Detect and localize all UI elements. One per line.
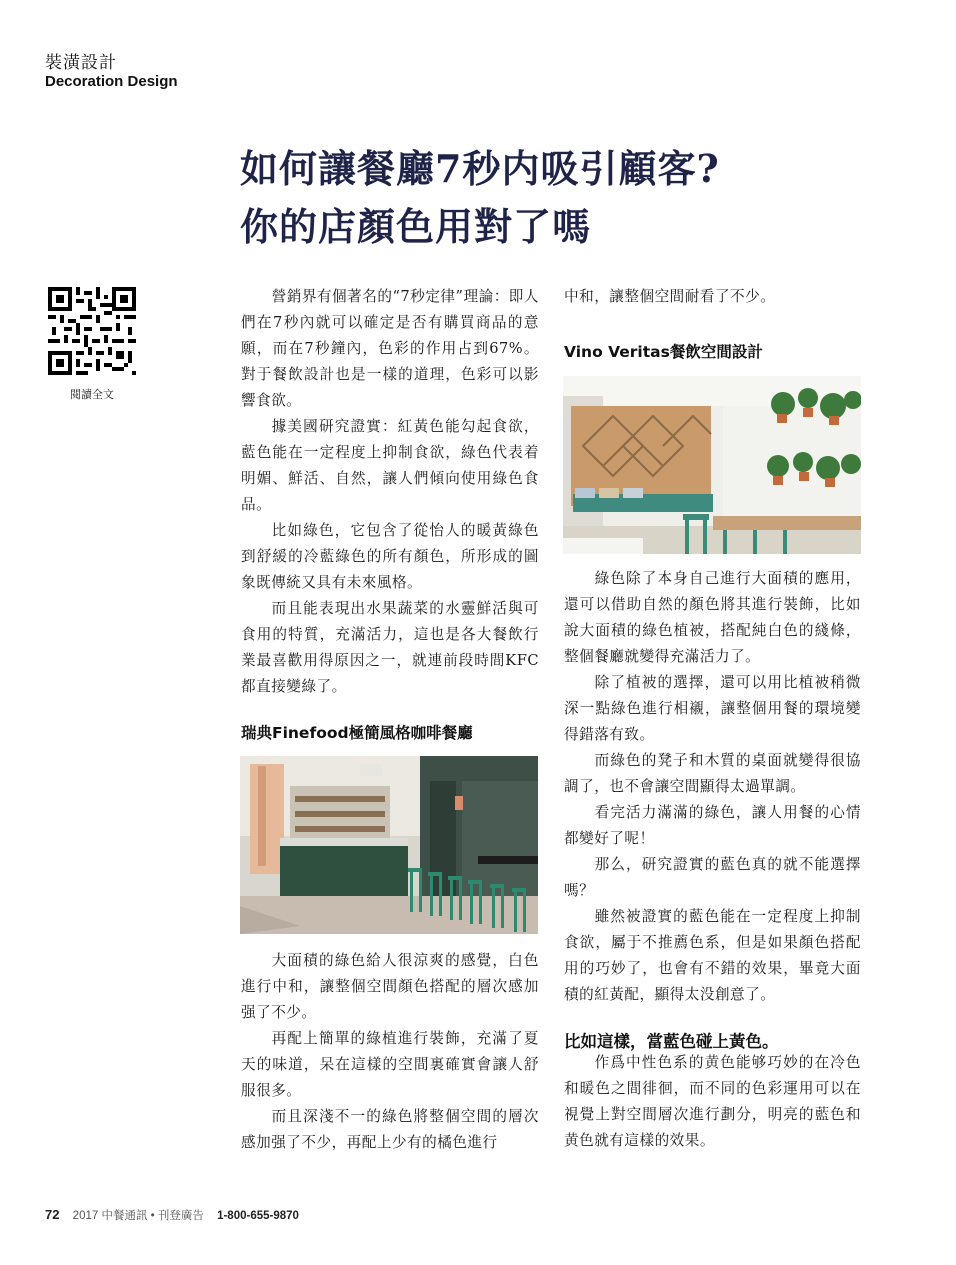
paragraph: 比如綠色，它包含了從怡人的暖黃綠色到舒緩的冷藍綠色的所有顏色，所形成的圖象既傳統又具有未來風格。 (241, 522, 539, 591)
paragraph: 而綠色的凳子和木質的桌面就變得很協調了，也不會讓空間顯得太過單調。 (564, 752, 861, 795)
paragraph: 據美國研究證實：紅黃色能勾起食欲，藍色能在一定程度上抑制食欲，綠色代表着明媚、鮮活、自然，讓人們傾向使用綠色食品。 (241, 418, 539, 513)
paragraph: 看完活力滿滿的綠色，讓人用餐的心情都變好了呢！ (564, 804, 861, 847)
paragraph: 綠色除了本身自己進行大面積的應用，還可以借助自然的顏色將其進行裝飾，比如說大面積的綠色植被，搭配純白色的綫條，整個餐廳就變得充滿活力了。 (564, 570, 861, 665)
column-1-after-photo (241, 948, 539, 1156)
title-line-1: 如何讓餐廳7秒内吸引顧客? (240, 146, 720, 191)
paragraph: 那么，研究證實的藍色真的就不能選擇嗎？ (564, 856, 861, 899)
paragraph: 營銷界有個著名的“7秒定律”理論：即人們在7秒內就可以確定是否有購買商品的意願，而在7秒鐘內，色彩的作用占到67%。對于餐飲設計也是一樣的道理，色彩可以影響食欲。 (241, 288, 539, 409)
paragraph: 中和，讓整個空間耐看了不少。 (564, 288, 776, 305)
photo-vino-veritas (563, 376, 861, 554)
paragraph: 再配上簡單的綠植進行裝飾，充滿了夏天的味道，呆在這樣的空間裏確實會讓人舒服很多。 (241, 1030, 539, 1099)
page-number: 72 (45, 1207, 60, 1222)
paragraph: 而且能表現出水果蔬菜的水靈鮮活與可食用的特質，充滿活力，這也是各大餐飲行業最喜歡用得原因之一，就連前段時間KFC都直接變綠了。 (241, 600, 539, 695)
article-title (240, 140, 880, 256)
title-line-2: 你的店顏色用對了嗎 (240, 204, 592, 249)
paragraph: 除了植被的選擇，還可以用比植被稍微深一點綠色進行相襯，讓整個用餐的環境變得錯落有致。 (564, 674, 861, 743)
subheading-vino-veritas: Vino Veritas餐飲空間設計 (564, 343, 763, 361)
section-title-zh: 裝潢設計 (45, 53, 117, 73)
column-2-after-photo (564, 566, 861, 1008)
photo-finefood-cafe (240, 756, 538, 934)
paragraph: 大面積的綠色給人很涼爽的感覺，白色進行中和，讓整個空間顏色搭配的層次感加强了不少。 (241, 952, 539, 1021)
qr-label: 閱讀全文 (70, 388, 114, 401)
column-2-continuation (564, 284, 861, 310)
paragraph: 雖然被證實的藍色能在一定程度上抑制食欲，屬于不推薦色系，但是如果顏色搭配用的巧妙了，也會有不錯的效果，畢竟大面積的紅黃配，顯得太没創意了。 (564, 908, 861, 1003)
subheading-finefood: 瑞典Finefood極簡風格咖啡餐廳 (241, 724, 473, 742)
column-2-final (564, 1050, 861, 1154)
advertising-phone: 1-800-655-9870 (217, 1210, 299, 1222)
page-footer (45, 1207, 299, 1223)
publication-info: 2017 中餐通訊 • 刊登廣告 (72, 1210, 204, 1222)
subheading-blue-yellow: 比如這樣，當藍色碰上黃色。 (564, 1032, 779, 1051)
section-title-en: Decoration Design (45, 73, 178, 90)
paragraph: 而且深淺不一的綠色將整個空間的層次感加强了不少，再配上少有的橘色進行 (241, 1108, 539, 1151)
column-1-intro (241, 284, 539, 700)
paragraph: 作爲中性色系的黄色能够巧妙的在冷色和暖色之間徘徊，而不同的色彩運用可以在視覺上對空間層次進行劃分，明亮的藍色和黄色就有這樣的效果。 (564, 1054, 861, 1149)
qr-code-icon[interactable] (48, 287, 136, 375)
